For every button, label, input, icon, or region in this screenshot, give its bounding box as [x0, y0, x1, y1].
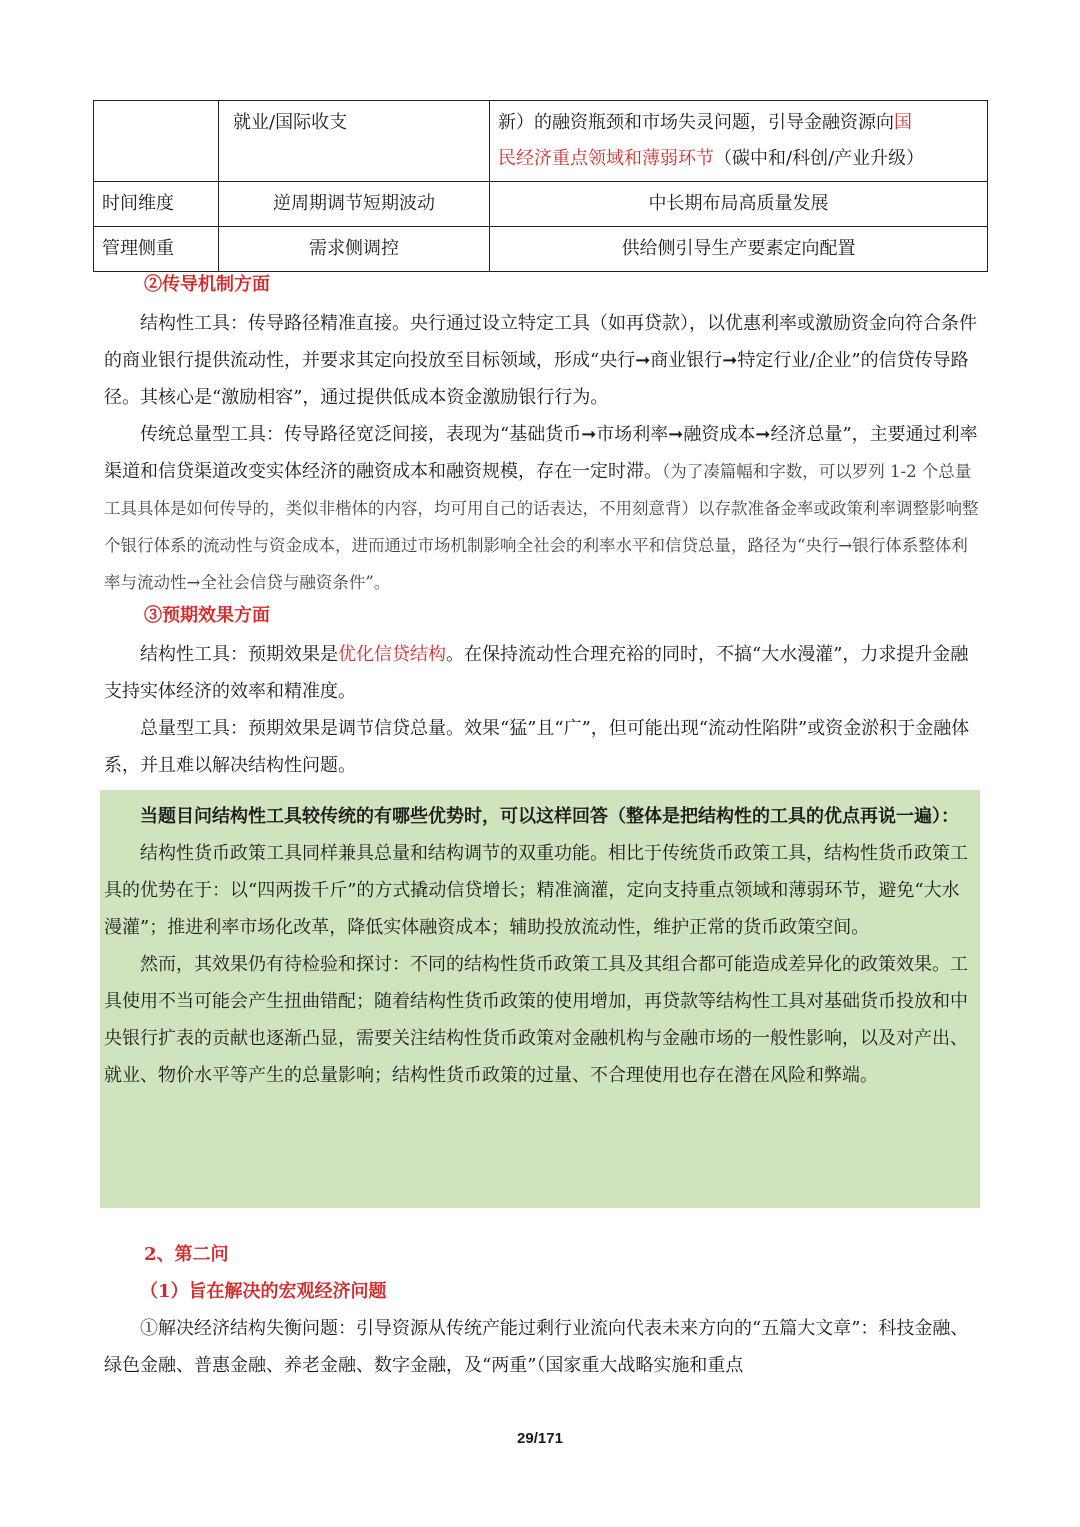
table-cell: 需求侧调控	[219, 227, 490, 272]
paragraph-highlight: 优化信贷结构	[338, 644, 446, 665]
cell-highlight: 国	[894, 112, 912, 133]
paragraph: 总量型工具：预期效果是调节信贷总量。效果“猛”且“广”，但可能出现“流动性陷阱”或资金淤积于金融体系，并且难以解决结构性问题。	[104, 718, 970, 776]
paragraph	[104, 636, 980, 710]
table-row	[94, 101, 988, 182]
question-two-section	[104, 1236, 980, 1384]
comparison-table	[93, 100, 988, 272]
table-cell: 逆周期调节短期波动	[219, 182, 490, 227]
table-cell	[94, 101, 219, 182]
table-cell: 供给侧引导生产要素定向配置	[490, 227, 988, 272]
paragraph: 结构性工具：传导路径精准直接。央行通过设立特定工具（如再贷款），以优惠利率或激励资金向符合条件的商业银行提供流动性，并要求其定向投放至目标领域，形成“央行➞商业银行➞特定行业/企业”的信贷传导路径。其核心是“激励相容”，通过提供低成本资金激励银行行为。	[104, 313, 977, 408]
table-row	[94, 227, 988, 272]
table-cell	[490, 101, 988, 182]
cell-text: 就业/国际收支	[233, 112, 348, 133]
paragraph-text: 传统总量型工具：传导路径宽泛间接，表现为“基础货币➞市场利率➞融资成本➞经济总量”，主要通过利率渠道和信贷渠道改变实体经济的融资成本和融资规模，存在一定时滞。	[104, 424, 978, 482]
table-cell	[219, 101, 490, 182]
table-cell: 中长期布局高质量发展	[490, 182, 988, 227]
paragraph-text: 结构性工具：预期效果是	[140, 644, 338, 665]
section-heading: 2、第二问	[144, 1244, 229, 1265]
cell-text: 新）的融资瓶颈和市场失灵问题，引导金融资源向	[498, 112, 894, 133]
cell-highlight: 民经济重点领域和薄弱环节	[498, 148, 714, 169]
highlight-box	[100, 790, 980, 1208]
sub-heading: （1）旨在解决的宏观经济问题	[140, 1281, 387, 1302]
page-number: 29/171	[517, 1430, 563, 1447]
table-cell: 时间维度	[94, 182, 219, 227]
expected-effect-section	[104, 597, 980, 784]
box-title: 当题目问结构性工具较传统的有哪些优势时，可以这样回答（整体是把结构性的工具的优点再说一遍）：	[140, 806, 959, 827]
paragraph-text: 。在保持流动性合理充裕的同时，不搞“大水漫灌”，力求提升金融支持实体经济的效率和精准度。	[104, 644, 969, 702]
paragraph	[104, 416, 980, 601]
table-row	[94, 182, 988, 227]
paragraph: 然而，其效果仍有待检验和探讨：不同的结构性货币政策工具及其组合都可能造成差异化的政策效果。工具使用不当可能会产生扭曲错配；随着结构性货币政策的使用增加，再贷款等结构性工具对基础货币投放和中央银行扩表的贡献也逐渐凸显，需要关注结构性货币政策对金融机构与金融市场的一般性影响，以及对产出、就业、物价水平等产生的总量影响；结构性货币政策的过量、不合理使用也存在潜在风险和弊端。	[104, 954, 968, 1086]
paragraph-note: （为了凑篇幅和字数，可以罗列 1-2 个总量工具具体是如何传导的，类似非楷体的内容，均可用自己的话表达，不用刻意背）以存款准备金率或政策利率调整影响整个银行体系的流动性与资金成本，进而通过市场机制影响全社会的利率水平和信贷总量，路径为“央行→银行体系整体利率与流动性→全社会信贷与融资条件”。	[104, 462, 979, 592]
cell-text: （碳中和/科创/产业升级）	[714, 148, 925, 169]
transmission-section	[104, 266, 980, 601]
paragraph: 结构性货币政策工具同样兼具总量和结构调节的双重功能。相比于传统货币政策工具，结构性货币政策工具的优势在于：以“四两拨千斤”的方式撬动信贷增长；精准滴灌，定向支持重点领域和薄弱环节，避免“大水漫灌”；推进利率市场化改革，降低实体融资成本；辅助投放流动性，维护正常的货币政策空间。	[104, 843, 968, 938]
table-cell: 管理侧重	[94, 227, 219, 272]
section-heading: ②传导机制方面	[144, 274, 270, 295]
section-heading: ③预期效果方面	[144, 605, 270, 626]
paragraph: ①解决经济结构失衡问题：引导资源从传统产能过剩行业流向代表未来方向的“五篇大文章”：科技金融、绿色金融、普惠金融、养老金融、数字金融，及“两重”（国家重大战略实施和重点	[104, 1318, 969, 1376]
